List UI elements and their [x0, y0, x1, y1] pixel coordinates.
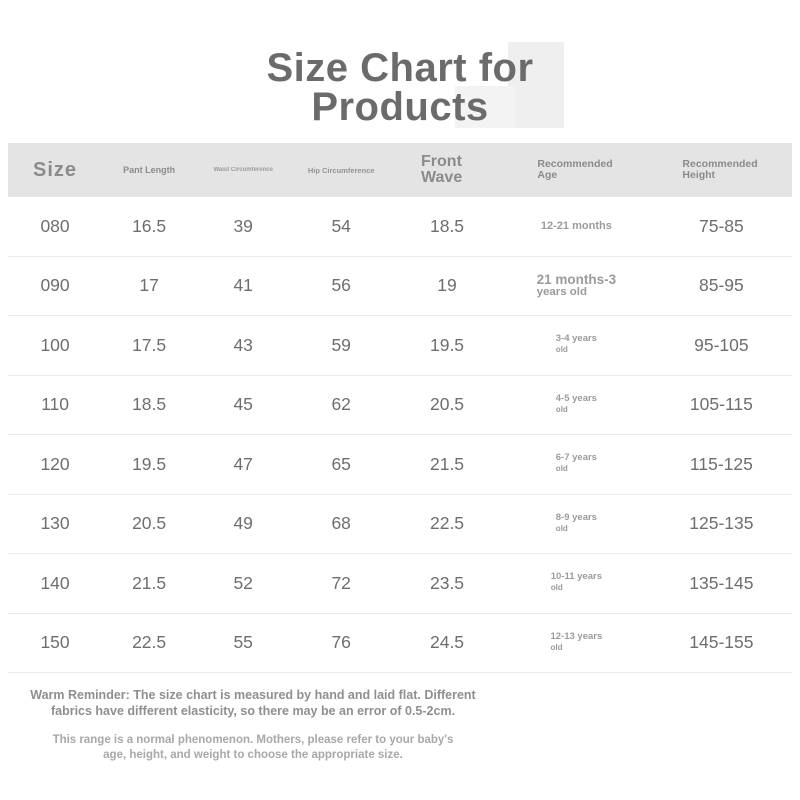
table-row [8, 435, 792, 495]
recommended-age-cell [502, 453, 651, 475]
hip-circumference-cell: 65 [331, 453, 351, 474]
front-wave-cell: 18.5 [429, 215, 465, 236]
recommended-age-text: 12-21 months [540, 219, 612, 232]
recommended-age-text: 4-5 years old [555, 393, 597, 414]
footer-note-text: This range is a normal phenomenon. Mothers, please refer to your baby's age, height, and weight to choose the appropriate size. [52, 734, 454, 761]
hip-circumference-cell: 56 [331, 275, 351, 296]
recommended-height-cell: 85-95 [699, 275, 744, 296]
warm-reminder-text: Warm Reminder: The size chart is measured by hand and laid flat. Different fabrics have different elasticity, so there may be an error of 0.5-2cm. [30, 688, 476, 718]
header-recommended-age [502, 159, 651, 181]
front-wave-cell: 19 [437, 275, 457, 296]
table-row [8, 197, 792, 257]
recommended-age-text: 10-11 years old [550, 572, 602, 593]
recommended-age-cell [502, 572, 651, 594]
header-size-label: Size [33, 158, 78, 181]
waist-circumference-cell: 43 [233, 334, 253, 355]
size-cell: 140 [40, 572, 70, 593]
front-wave-cell: 22.5 [429, 513, 465, 534]
pant-length-cell: 17.5 [132, 334, 167, 355]
header-waist-circumference [196, 167, 290, 173]
pant-length-cell: 22.5 [132, 632, 167, 653]
waist-circumference-cell: 41 [233, 275, 253, 296]
table-header-row [8, 143, 792, 197]
recommended-age-text: 12-13 years old [550, 631, 603, 652]
front-wave-cell: 24.5 [429, 632, 465, 653]
recommended-age-text: 8-9 years old [555, 512, 597, 533]
hip-circumference-cell: 68 [331, 513, 351, 534]
table-row [8, 495, 792, 555]
size-table-body [8, 197, 792, 673]
front-wave-cell: 19.5 [429, 334, 465, 355]
header-hip-circumference-label: Hip Circumference [307, 165, 375, 175]
hip-circumference-cell: 72 [331, 572, 351, 593]
header-recommended-age-label: Recommended Age [537, 158, 613, 181]
recommended-height-cell: 145-155 [689, 632, 754, 653]
recommended-height-cell: 135-145 [689, 572, 754, 593]
recommended-age-text: 3-4 years old [555, 334, 597, 355]
size-cell: 120 [40, 453, 70, 474]
table-row [8, 554, 792, 614]
header-recommended-height [651, 159, 792, 181]
pant-length-cell: 20.5 [132, 513, 167, 534]
size-cell: 110 [41, 394, 69, 415]
size-chart-table [8, 143, 792, 673]
header-pant-length [102, 165, 196, 175]
waist-circumference-cell: 49 [233, 513, 253, 534]
size-cell: 080 [40, 215, 70, 236]
pant-length-cell: 16.5 [132, 215, 167, 236]
recommended-age-text: 21 months-3 years old [536, 273, 617, 298]
table-row [8, 316, 792, 376]
front-wave-cell: 21.5 [429, 453, 465, 474]
recommended-height-cell: 95-105 [694, 334, 749, 355]
size-cell: 100 [40, 334, 70, 355]
page-title [0, 46, 800, 129]
size-cell: 090 [40, 275, 70, 296]
front-wave-cell: 23.5 [429, 572, 465, 593]
recommended-height-cell: 125-135 [689, 513, 754, 534]
recommended-age-cell [502, 632, 651, 654]
recommended-age-text: 6-7 years old [555, 453, 597, 474]
header-front-wave [392, 154, 502, 187]
header-hip-circumference [290, 166, 392, 175]
hip-circumference-cell: 62 [331, 394, 351, 415]
header-size [8, 159, 102, 182]
waist-circumference-cell: 55 [233, 632, 253, 653]
hip-circumference-cell: 76 [331, 632, 351, 653]
pant-length-cell: 17 [139, 275, 159, 296]
header-front-wave-label: Front Wave [421, 153, 463, 186]
footer-notes [22, 688, 484, 762]
header-waist-circumference-label: Waist Circumference [213, 167, 273, 173]
size-cell: 130 [40, 513, 70, 534]
size-cell: 150 [40, 632, 70, 653]
table-row [8, 614, 792, 674]
waist-circumference-cell: 52 [233, 572, 253, 593]
header-recommended-height-label: Recommended Height [682, 158, 758, 181]
pant-length-cell: 21.5 [132, 572, 167, 593]
header-pant-length-label: Pant Length [123, 165, 176, 175]
recommended-age-cell [502, 394, 651, 416]
recommended-age-cell [502, 513, 651, 535]
waist-circumference-cell: 47 [233, 453, 253, 474]
pant-length-cell: 18.5 [132, 394, 167, 415]
waist-circumference-cell: 45 [233, 394, 253, 415]
page-title-line-2: Products [311, 84, 489, 129]
hip-circumference-cell: 54 [331, 215, 351, 236]
table-row [8, 376, 792, 436]
pant-length-cell: 19.5 [132, 453, 167, 474]
recommended-height-cell: 105-115 [689, 394, 753, 415]
front-wave-cell: 20.5 [429, 394, 465, 415]
recommended-height-cell: 75-85 [699, 215, 744, 236]
recommended-age-cell [502, 220, 651, 233]
hip-circumference-cell: 59 [331, 334, 351, 355]
recommended-height-cell: 115-125 [689, 453, 753, 474]
page-title-line-1: Size Chart for [266, 46, 534, 90]
waist-circumference-cell: 39 [233, 215, 253, 236]
table-row [8, 257, 792, 317]
recommended-age-cell [502, 334, 651, 356]
recommended-age-cell [502, 273, 651, 298]
